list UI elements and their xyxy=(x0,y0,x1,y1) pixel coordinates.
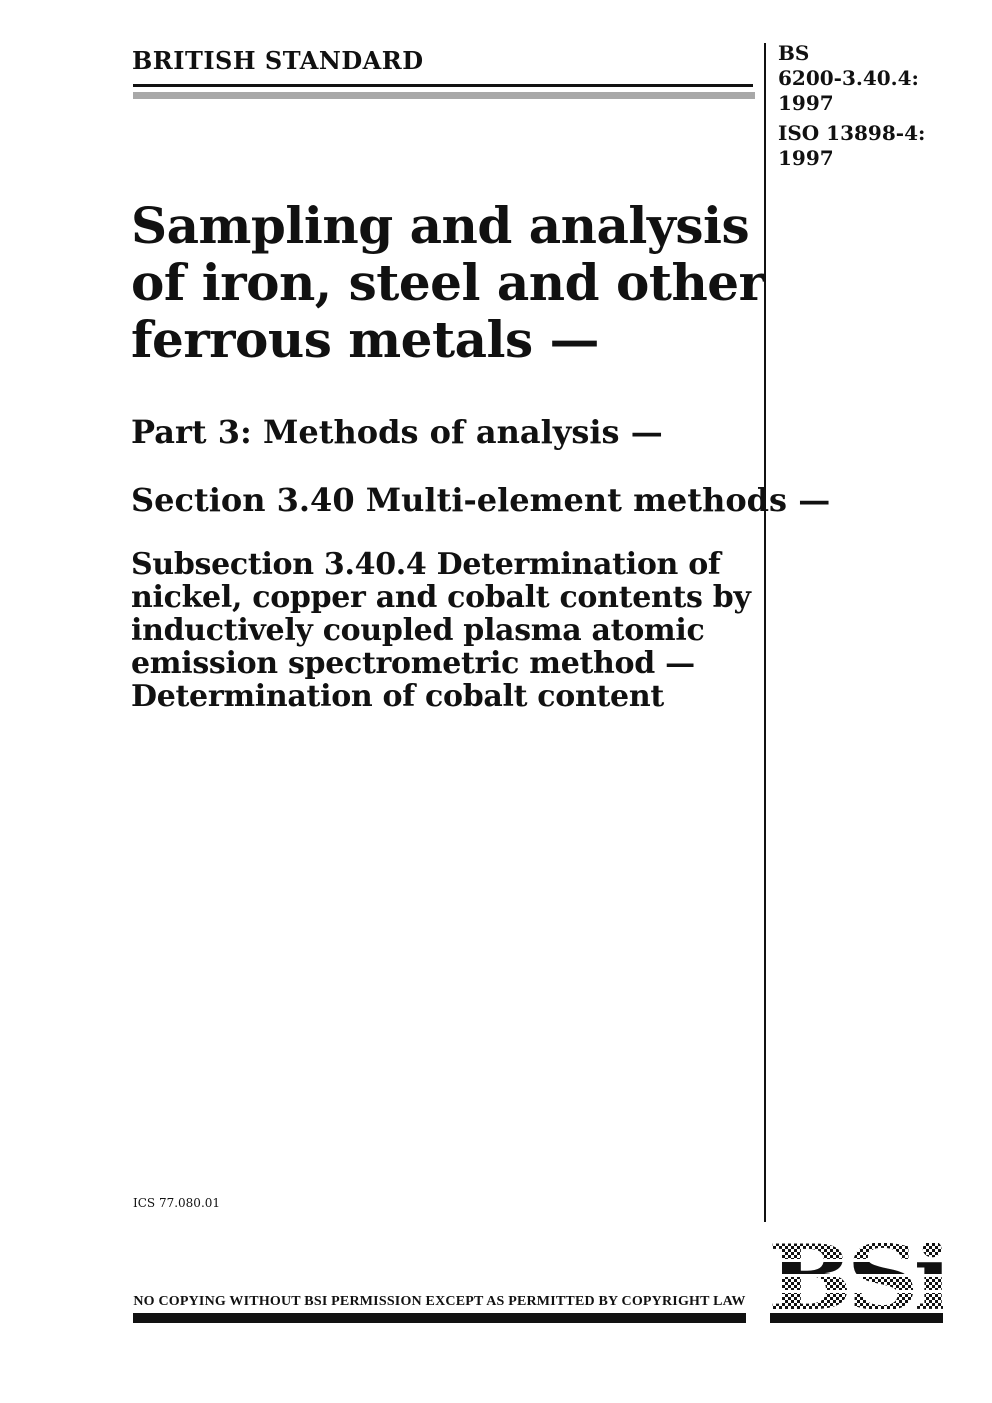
document-title-line: of iron, steel and other xyxy=(131,253,765,312)
header-rule-black xyxy=(133,84,753,87)
subsection-title-line: Subsection 3.40.4 Determination of xyxy=(131,547,721,582)
standard-number-line: 6200-3.40.4: xyxy=(778,66,919,90)
bsi-logo-baseline-bar xyxy=(770,1313,943,1323)
subsection-title-line: Determination of cobalt content xyxy=(131,679,664,714)
document-title xyxy=(131,197,771,368)
header-rule-gray xyxy=(133,92,755,99)
page-header-label: BRITISH STANDARD xyxy=(132,46,424,75)
standard-number-line: BS xyxy=(778,41,810,65)
subsection-title xyxy=(131,548,791,713)
bsi-logo-icon xyxy=(770,1243,943,1323)
bsi-logo-bands xyxy=(770,1243,943,1309)
section-title: Section 3.40 Multi-element methods — xyxy=(131,481,831,519)
subsection-title-line: nickel, copper and cobalt contents by xyxy=(131,580,751,615)
part-title: Part 3: Methods of analysis — xyxy=(131,413,663,451)
footer-bar xyxy=(133,1313,746,1323)
document-title-line: ferrous metals — xyxy=(131,310,600,369)
document-title-line: Sampling and analysis xyxy=(131,196,750,255)
copyright-notice: NO COPYING WITHOUT BSI PERMISSION EXCEPT AS PERMITTED BY COPYRIGHT LAW xyxy=(133,1294,746,1309)
standard-number-line: 1997 xyxy=(778,91,834,115)
ics-code: ICS 77.080.01 xyxy=(133,1196,221,1210)
iso-number-line: 1997 xyxy=(778,146,834,170)
iso-number-line: ISO 13898-4: xyxy=(778,121,926,145)
subsection-title-line: emission spectrometric method — xyxy=(131,646,695,681)
standard-number-block xyxy=(778,41,990,171)
subsection-title-line: inductively coupled plasma atomic xyxy=(131,613,705,648)
